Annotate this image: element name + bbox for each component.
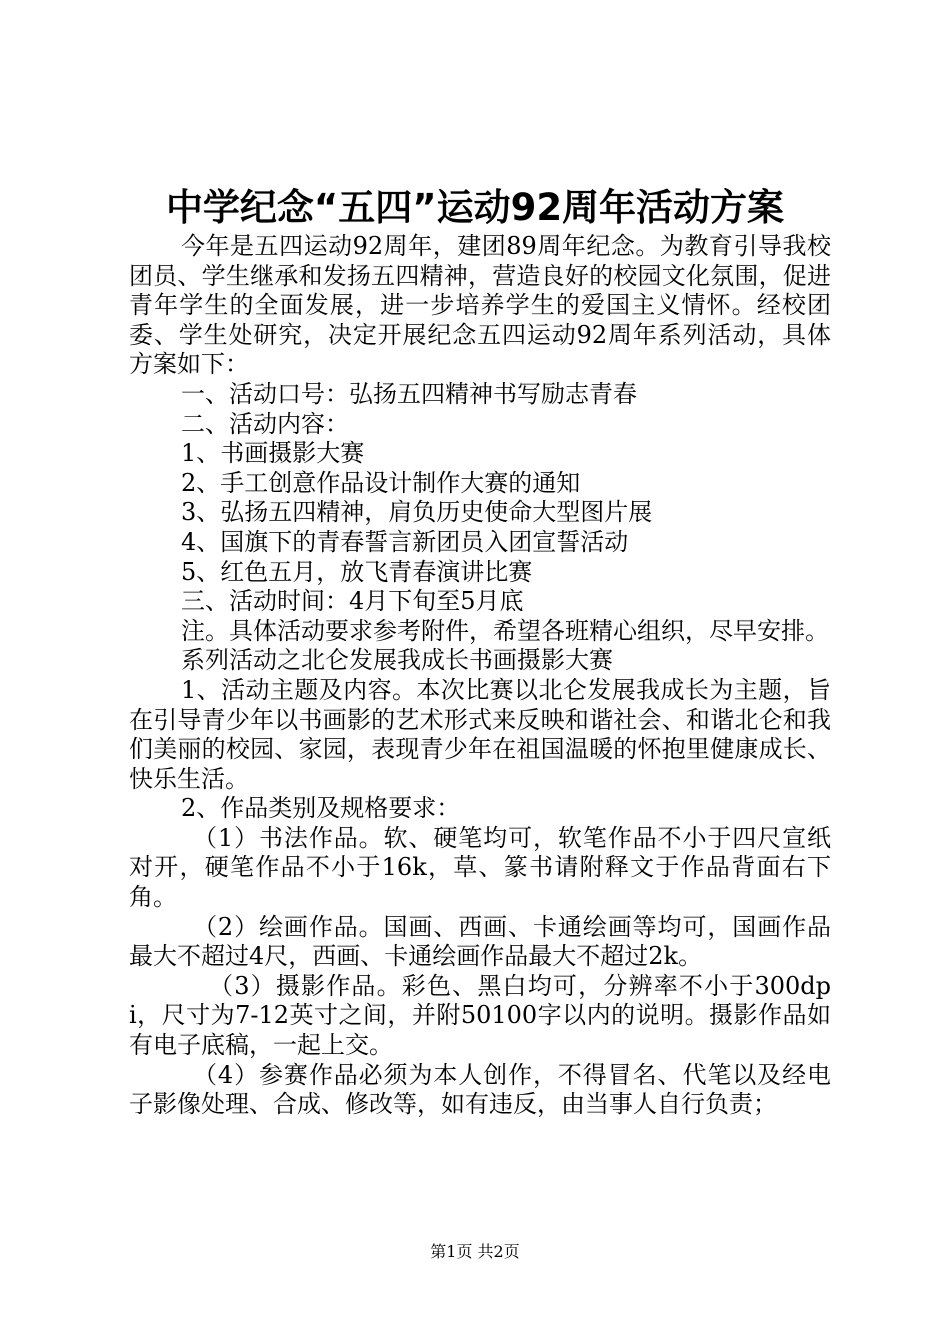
list-item: 2、手工创意作品设计制作大赛的通知 — [181, 468, 581, 497]
intro-paragraph: 今年是五四运动92周年，建团89周年纪念。为教育引导我校团员、学生继承和发扬五四精神，营造良好的校园文化氛围，促进青年学生的全面发展，进一步培养学生的爱国主义情怀。经校团委、学生处研究，决定开展纪念五四运动92周年系列活动，具体方案如下： — [129, 232, 831, 379]
list-item: 5、红色五月，放飞青春演讲比赛 — [181, 557, 533, 586]
document-body — [129, 232, 831, 1120]
painting-paragraph: （2）绘画作品。国画、西画、卡通绘画等均可，国画作品最大不超过4尺，西画、卡通绘画作品最大不超过2k。 — [129, 912, 831, 971]
time-paragraph: 三、活动时间：4月下旬至5月底 — [181, 587, 524, 616]
section-heading: 系列活动之北仑发展我成长书画摄影大赛 — [181, 646, 613, 675]
slogan-paragraph: 一、活动口号：弘扬五四精神书写励志青春 — [181, 379, 637, 408]
requirements-heading: 2、作品类别及规格要求： — [181, 794, 461, 823]
document-title: 中学纪念“五四”运动92周年活动方案 — [165, 186, 785, 229]
theme-paragraph: 1、活动主题及内容。本次比赛以北仑发展我成长为主题，旨在引导青少年以书画影的艺术形式来反映和谐社会、和谐北仑和我们美丽的校园、家园，表现青少年在祖国温暖的怀抱里健康成长、快乐生活。 — [129, 675, 831, 793]
list-item: 3、弘扬五四精神，肩负历史使命大型图片展 — [181, 498, 653, 527]
list-item: 1、书画摄影大赛 — [181, 439, 365, 468]
calligraphy-paragraph: （1）书法作品。软、硬笔均可，软笔作品不小于四尺宣纸对开，硬笔作品不小于16k，草、篆书请附释文于作品背面右下角。 — [129, 823, 831, 912]
content-heading: 二、活动内容： — [181, 409, 349, 438]
list-item: 4、国旗下的青春誓言新团员入团宣誓活动 — [181, 527, 629, 556]
photography-paragraph: （3）摄影作品。彩色、黑白均可，分辨率不小于300dpi，尺寸为7-12英寸之间，并附50100字以内的说明。摄影作品如有电子底稿，一起上交。 — [129, 971, 831, 1060]
rules-paragraph: （4）参赛作品必须为本人创作，不得冒名、代笔以及经电子影像处理、合成、修改等，如有违反，由当事人自行负责； — [129, 1060, 831, 1119]
note-paragraph: 注。具体活动要求参考附件，希望各班精心组织，尽早安排。 — [181, 616, 829, 645]
page-footer: 第1页 共2页 — [430, 1242, 520, 1261]
